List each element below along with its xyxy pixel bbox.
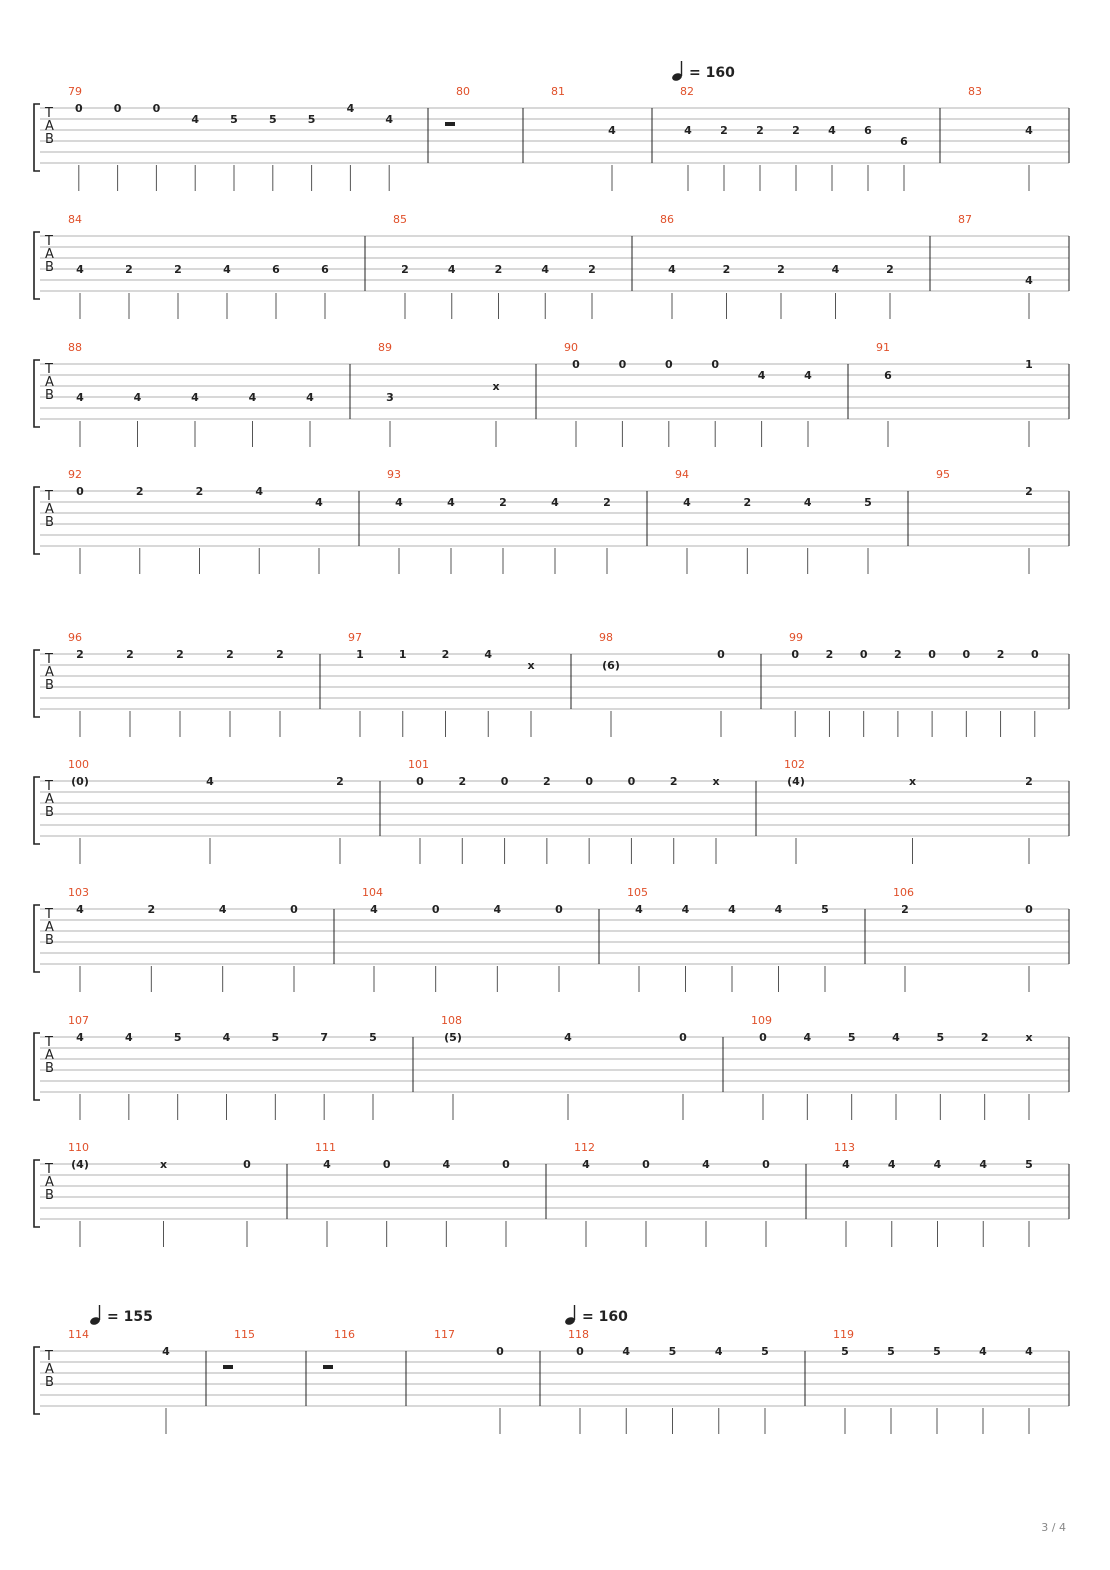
fret-number: 4: [1025, 274, 1033, 287]
measure-number: 102: [784, 758, 805, 771]
fret-number: 4: [757, 369, 766, 382]
tab-system: [0, 84, 1110, 164]
fret-number: 4: [395, 496, 403, 509]
tab-clef-letter: A: [45, 247, 54, 262]
tab-clef-letter: T: [45, 1349, 53, 1364]
fret-number: 4: [255, 485, 264, 498]
fret-number: 2: [720, 124, 728, 137]
fret-number: 4: [206, 775, 214, 788]
fret-number: 4: [831, 263, 840, 276]
fret-number: 5: [887, 1345, 895, 1358]
tab-clef-letter: B: [45, 805, 54, 820]
fret-number: 4: [493, 903, 502, 916]
tab-system: [0, 1327, 1110, 1407]
fret-number: 0: [74, 102, 83, 115]
measure-number: 97: [348, 631, 362, 644]
fret-number: 2: [543, 775, 551, 788]
measure-number: 96: [68, 631, 82, 644]
fret-number: 4: [315, 496, 323, 509]
measure-number: 86: [660, 213, 674, 226]
measure-number: 99: [789, 631, 803, 644]
tab-clef-letter: A: [45, 1362, 54, 1377]
fret-number: 0: [762, 1158, 770, 1171]
fret-number: 0: [642, 1158, 650, 1171]
system-bracket: [34, 232, 40, 299]
fret-number: 4: [774, 903, 783, 916]
fret-number: 4: [346, 102, 355, 115]
fret-number: 4: [702, 1158, 710, 1171]
measure-number: 80: [456, 85, 470, 98]
measure-number: 92: [68, 468, 82, 481]
fret-number: 2: [126, 648, 134, 661]
measure-number: 95: [936, 468, 950, 481]
fret-number: 4: [564, 1031, 572, 1044]
fret-number: 2: [777, 263, 785, 276]
system-bracket: [34, 1160, 40, 1227]
tab-clef-letter: T: [45, 1162, 53, 1177]
quarter-note-icon: [565, 1304, 579, 1326]
fret-number: 2: [901, 903, 909, 916]
fret-number: 4: [714, 1345, 723, 1358]
fret-number: 0: [576, 1345, 584, 1358]
tab-system: [0, 757, 1110, 837]
fret-number: 4: [933, 1158, 942, 1171]
tab-clef-letter: T: [45, 1035, 53, 1050]
tab-clef-letter: T: [45, 362, 53, 377]
fret-number: 2: [76, 648, 84, 661]
measure-number: 83: [968, 85, 982, 98]
fret-number: 0: [431, 903, 440, 916]
fret-number: 0: [572, 358, 580, 371]
fret-number: x: [1025, 1031, 1033, 1044]
fret-number: 4: [551, 496, 559, 509]
measure-number: 104: [362, 886, 383, 899]
fret-number: x: [712, 775, 720, 788]
system-bracket: [34, 1033, 40, 1100]
system-bracket: [34, 360, 40, 427]
fret-number: 4: [683, 496, 691, 509]
measure-number: 87: [958, 213, 972, 226]
fret-number: 4: [892, 1031, 900, 1044]
fret-number: 5: [173, 1031, 182, 1044]
fret-number: x: [527, 659, 535, 672]
fret-number: 1: [1025, 358, 1033, 371]
fret-number: 4: [447, 496, 455, 509]
tab-clef-letter: B: [45, 1375, 54, 1390]
fret-number: 4: [608, 124, 616, 137]
measure-number: 94: [675, 468, 689, 481]
measure-number: 110: [68, 1141, 89, 1154]
fret-number: x: [159, 1158, 168, 1171]
measure-number: 113: [834, 1141, 855, 1154]
tab-clef-letter: A: [45, 375, 54, 390]
tab-system: [0, 212, 1110, 292]
fret-number: 5: [668, 1345, 677, 1358]
fret-number: (4): [787, 775, 805, 788]
fret-number: 0: [618, 358, 627, 371]
fret-number: 6: [884, 369, 892, 382]
fret-number: 5: [369, 1031, 377, 1044]
tempo-value: = 160: [582, 1309, 628, 1325]
tab-staff: [0, 1013, 1110, 1113]
fret-number: 6: [321, 263, 329, 276]
fret-number: 2: [756, 124, 764, 137]
tab-staff: [0, 84, 1110, 184]
tempo-value: = 160: [689, 65, 735, 81]
rest-mark: [445, 122, 455, 126]
measure-number: 108: [441, 1014, 462, 1027]
fret-number: 4: [447, 263, 456, 276]
tab-system: [0, 1140, 1110, 1220]
fret-number: 4: [842, 1158, 850, 1171]
fret-number: 4: [541, 263, 550, 276]
fret-number: 0: [113, 102, 122, 115]
tab-clef-letter: A: [45, 920, 54, 935]
fret-number: 4: [442, 1158, 451, 1171]
measure-number: 103: [68, 886, 89, 899]
tempo-marking: [90, 1304, 153, 1326]
fret-number: 4: [133, 391, 142, 404]
fret-number: 4: [635, 903, 643, 916]
fret-number: 4: [979, 1345, 987, 1358]
tab-staff: [0, 630, 1110, 730]
fret-number: 4: [828, 124, 836, 137]
fret-number: 4: [191, 113, 200, 126]
system-bracket: [34, 104, 40, 171]
fret-number: 4: [1025, 124, 1033, 137]
measure-number: 107: [68, 1014, 89, 1027]
measure-number: 109: [751, 1014, 772, 1027]
fret-number: 5: [268, 113, 277, 126]
fret-number: 2: [1025, 775, 1033, 788]
quarter-note-icon: [90, 1304, 104, 1326]
tab-clef-letter: T: [45, 106, 53, 121]
fret-number: 5: [230, 113, 238, 126]
measure-number: 93: [387, 468, 401, 481]
fret-number: 6: [864, 124, 872, 137]
fret-number: 2: [276, 648, 284, 661]
fret-number: 0: [1025, 903, 1033, 916]
system-bracket: [34, 777, 40, 844]
measure-number: 111: [315, 1141, 336, 1154]
measure-number: 100: [68, 758, 89, 771]
fret-number: 4: [248, 391, 257, 404]
fret-number: 4: [1025, 1345, 1033, 1358]
fret-number: 0: [243, 1158, 251, 1171]
measure-number: 119: [833, 1328, 854, 1341]
fret-number: 2: [441, 648, 450, 661]
tab-staff: [0, 1140, 1110, 1240]
tab-staff: [0, 212, 1110, 312]
fret-number: 5: [841, 1345, 849, 1358]
fret-number: 2: [1025, 485, 1033, 498]
fret-number: 2: [886, 263, 894, 276]
tab-clef-letter: B: [45, 933, 54, 948]
measure-number: 89: [378, 341, 392, 354]
fret-number: 2: [792, 124, 800, 137]
quarter-note-icon: [672, 60, 686, 82]
measure-number: 105: [627, 886, 648, 899]
page-indicator: 3 / 4: [1041, 1521, 1066, 1534]
tab-clef-letter: A: [45, 119, 54, 134]
fret-number: 5: [936, 1031, 945, 1044]
fret-number: 1: [398, 648, 407, 661]
fret-number: 4: [803, 496, 812, 509]
tab-staff: [0, 467, 1110, 567]
tab-system: [0, 1013, 1110, 1093]
fret-number: 0: [152, 102, 161, 115]
fret-number: 2: [174, 263, 182, 276]
measure-number: 90: [564, 341, 578, 354]
fret-number: (6): [602, 659, 620, 672]
fret-number: 4: [306, 391, 314, 404]
fret-number: 5: [821, 903, 829, 916]
fret-number: 5: [271, 1031, 280, 1044]
fret-number: 4: [728, 903, 736, 916]
fret-number: 3: [386, 391, 394, 404]
fret-number: 4: [125, 1031, 133, 1044]
fret-number: 4: [76, 903, 84, 916]
tab-system: [0, 467, 1110, 547]
fret-number: 6: [900, 135, 908, 148]
fret-number: 4: [76, 391, 84, 404]
tab-clef-letter: T: [45, 779, 53, 794]
fret-number: 5: [864, 496, 872, 509]
fret-number: 7: [320, 1031, 328, 1044]
fret-number: 0: [76, 485, 84, 498]
system-bracket: [34, 1347, 40, 1414]
fret-number: 0: [290, 903, 298, 916]
fret-number: 0: [962, 648, 971, 661]
fret-number: 4: [668, 263, 676, 276]
fret-number: 1: [356, 648, 364, 661]
fret-number: 2: [226, 648, 234, 661]
measure-number: 84: [68, 213, 82, 226]
fret-number: (5): [444, 1031, 462, 1044]
measure-number: 79: [68, 85, 82, 98]
fret-number: 4: [223, 263, 231, 276]
measure-number: 85: [393, 213, 407, 226]
fret-number: 4: [803, 1031, 812, 1044]
fret-number: 2: [669, 775, 678, 788]
tempo-marking: [672, 60, 735, 82]
fret-number: 4: [76, 263, 84, 276]
measure-number: 106: [893, 886, 914, 899]
tab-clef-letter: A: [45, 792, 54, 807]
fret-number: (0): [71, 775, 89, 788]
fret-number: 2: [135, 485, 144, 498]
measure-number: 115: [234, 1328, 255, 1341]
fret-number: 2: [980, 1031, 989, 1044]
measure-number: 88: [68, 341, 82, 354]
measure-number: 116: [334, 1328, 355, 1341]
fret-number: 0: [679, 1031, 687, 1044]
rest-mark: [323, 1365, 333, 1369]
fret-number: 0: [791, 648, 800, 661]
fret-number: 4: [681, 903, 690, 916]
fret-number: 4: [323, 1158, 331, 1171]
fret-number: 2: [125, 263, 133, 276]
fret-number: 2: [996, 648, 1005, 661]
measure-number: 112: [574, 1141, 595, 1154]
fret-number: 0: [585, 775, 593, 788]
fret-number: 4: [979, 1158, 988, 1171]
tab-clef-letter: B: [45, 132, 54, 147]
tab-clef-letter: A: [45, 1048, 54, 1063]
tab-clef-letter: B: [45, 388, 54, 403]
system-bracket: [34, 650, 40, 717]
fret-number: 2: [147, 903, 156, 916]
tempo-value: = 155: [107, 1309, 153, 1325]
fret-number: 5: [1025, 1158, 1033, 1171]
tab-clef-letter: A: [45, 502, 54, 517]
tab-clef-letter: A: [45, 1175, 54, 1190]
tab-staff: [0, 340, 1110, 440]
tab-clef-letter: T: [45, 652, 53, 667]
tab-system: [0, 885, 1110, 965]
tab-clef-letter: B: [45, 1188, 54, 1203]
fret-number: 0: [555, 903, 563, 916]
fret-number: x: [908, 775, 917, 788]
tab-clef-letter: A: [45, 665, 54, 680]
fret-number: 4: [887, 1158, 896, 1171]
fret-number: 4: [76, 1031, 84, 1044]
fret-number: 2: [458, 775, 467, 788]
fret-number: 2: [743, 496, 752, 509]
fret-number: 0: [664, 358, 673, 371]
measure-number: 98: [599, 631, 613, 644]
tab-clef-letter: T: [45, 907, 53, 922]
fret-number: 0: [382, 1158, 391, 1171]
fret-number: 5: [933, 1345, 941, 1358]
fret-number: 0: [627, 775, 636, 788]
fret-number: 4: [218, 903, 227, 916]
fret-number: 5: [307, 113, 316, 126]
tab-clef-letter: B: [45, 678, 54, 693]
fret-number: 0: [928, 648, 936, 661]
fret-number: 6: [272, 263, 280, 276]
fret-number: x: [492, 380, 500, 393]
fret-number: 2: [176, 648, 184, 661]
fret-number: 2: [722, 263, 731, 276]
tab-system: [0, 340, 1110, 420]
fret-number: 4: [684, 124, 692, 137]
measure-number: 82: [680, 85, 694, 98]
fret-number: 0: [859, 648, 868, 661]
measure-number: 81: [551, 85, 565, 98]
fret-number: 2: [825, 648, 834, 661]
fret-number: 2: [603, 496, 611, 509]
system-bracket: [34, 487, 40, 554]
fret-number: 0: [500, 775, 509, 788]
fret-number: 0: [711, 358, 720, 371]
fret-number: 5: [847, 1031, 856, 1044]
tab-clef-letter: B: [45, 515, 54, 530]
fret-number: 0: [1030, 648, 1039, 661]
measure-number: 114: [68, 1328, 89, 1341]
tab-clef-letter: B: [45, 260, 54, 275]
fret-number: 2: [588, 263, 596, 276]
fret-number: 2: [894, 648, 902, 661]
fret-number: 5: [761, 1345, 769, 1358]
fret-number: 4: [162, 1345, 170, 1358]
tab-clef-letter: T: [45, 489, 53, 504]
measure-number: 101: [408, 758, 429, 771]
tab-clef-letter: T: [45, 234, 53, 249]
fret-number: 0: [759, 1031, 767, 1044]
fret-number: 2: [401, 263, 409, 276]
fret-number: 4: [191, 391, 199, 404]
fret-number: 2: [336, 775, 344, 788]
tab-staff: [0, 1327, 1110, 1427]
fret-number: 4: [622, 1345, 631, 1358]
fret-number: 4: [804, 369, 812, 382]
measure-number: 118: [568, 1328, 589, 1341]
fret-number: 4: [484, 648, 493, 661]
fret-number: 0: [717, 648, 725, 661]
rest-mark: [223, 1365, 233, 1369]
fret-number: 0: [416, 775, 424, 788]
tab-system: [0, 630, 1110, 710]
fret-number: 2: [499, 496, 507, 509]
fret-number: 0: [502, 1158, 510, 1171]
fret-number: 4: [222, 1031, 231, 1044]
tab-staff: [0, 885, 1110, 985]
fret-number: 2: [494, 263, 503, 276]
fret-number: 2: [195, 485, 204, 498]
tab-clef-letter: B: [45, 1061, 54, 1076]
tab-staff: [0, 757, 1110, 857]
fret-number: 4: [582, 1158, 590, 1171]
fret-number: 0: [496, 1345, 504, 1358]
measure-number: 117: [434, 1328, 455, 1341]
tempo-marking: [565, 1304, 628, 1326]
system-bracket: [34, 905, 40, 972]
measure-number: 91: [876, 341, 890, 354]
fret-number: 4: [370, 903, 378, 916]
fret-number: (4): [71, 1158, 89, 1171]
fret-number: 4: [385, 113, 394, 126]
